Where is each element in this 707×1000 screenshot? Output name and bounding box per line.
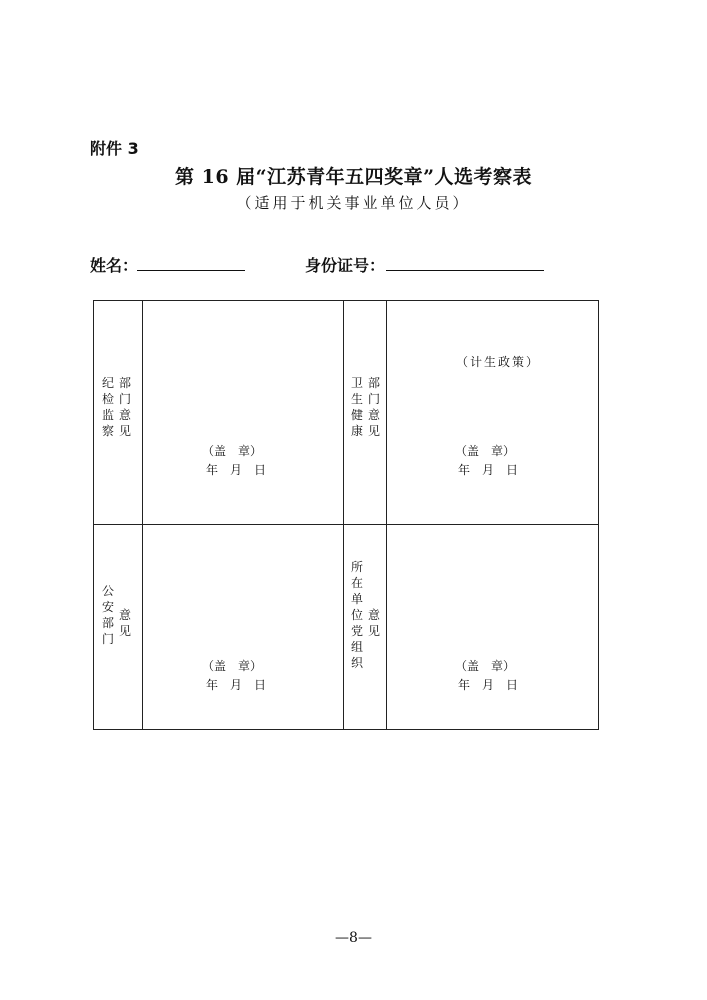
review-table [93, 300, 599, 730]
table-divider [343, 301, 344, 729]
cell2-label-col1: 卫生健康 [350, 376, 363, 438]
id-number-input-line[interactable] [386, 270, 544, 271]
cell3-label-col2: 意见 [118, 608, 131, 638]
form-subtitle: （适用于机关事业单位人员） [236, 194, 471, 212]
cell3-opinion-area[interactable] [143, 525, 343, 729]
cell2-label-col2: 部门意见 [367, 376, 380, 438]
cell3-seal: （盖 章） [202, 659, 263, 673]
form-title: 第 16 届“江苏青年五四奖章”人选考察表 [174, 166, 533, 188]
name-input-line[interactable] [137, 270, 245, 271]
cell2-opinion-area[interactable] [387, 301, 598, 524]
cell1-label-col2: 部门意见 [118, 376, 131, 438]
cell1-date: 年 月 日 [206, 463, 267, 477]
cell4-seal: （盖 章） [455, 659, 516, 673]
cell3-date: 年 月 日 [206, 678, 267, 692]
name-label: 姓名： [90, 256, 139, 275]
cell2-date: 年 月 日 [458, 463, 519, 477]
attachment-label: 附件 3 [90, 139, 139, 158]
cell2-note: （计生政策） [456, 355, 541, 369]
cell1-opinion-area[interactable] [143, 301, 343, 524]
page-number: —8— [335, 930, 372, 946]
cell1-seal: （盖 章） [202, 444, 263, 458]
id-number-label: 身份证号： [305, 256, 386, 275]
cell4-date: 年 月 日 [458, 678, 519, 692]
cell3-label-col1: 公安部门 [101, 584, 114, 646]
cell4-opinion-area[interactable] [387, 525, 598, 729]
cell2-seal: （盖 章） [455, 444, 516, 458]
cell4-label-col1: 所在单位党组织 [350, 560, 363, 670]
cell4-label-col2: 意见 [367, 608, 380, 638]
cell1-label-col1: 纪检监察 [101, 376, 114, 438]
